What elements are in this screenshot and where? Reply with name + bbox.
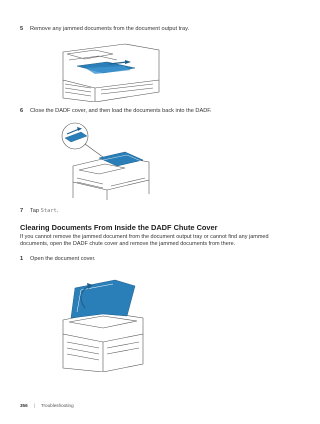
step-number: 6: [20, 108, 24, 114]
open-document-cover-illustration: [55, 272, 150, 372]
dadf-load-documents-illustration: [55, 120, 155, 200]
step-number: 5: [20, 26, 24, 32]
step-text-suffix: .: [56, 208, 59, 214]
section-heading: Clearing Documents From Inside the DADF Chute Cover: [20, 223, 218, 232]
step-5: [20, 26, 280, 33]
start-code: Start: [40, 208, 57, 214]
step-number: 1: [20, 256, 24, 262]
step-1: [20, 256, 280, 263]
section-paragraph: If you cannot remove the jammed document from the document output tray or cannot find any jammed documents, open the DADF chute cover and remove the jammed documents from there.: [20, 234, 269, 248]
page-number: 356: [20, 403, 28, 408]
step-6: [20, 108, 280, 115]
step-7: [20, 208, 280, 215]
step-text: Remove any jammed documents from the document output tray.: [30, 26, 190, 32]
step-text: Close the DADF cover, and then load the documents back into the DADF.: [30, 108, 212, 114]
footer-separator: |: [33, 403, 35, 408]
page-footer: [20, 403, 74, 408]
chapter-name: Troubleshooting: [40, 403, 74, 408]
step-text: Open the document cover.: [30, 256, 96, 262]
step-number: 7: [20, 208, 24, 214]
step-text-prefix: Tap: [30, 208, 41, 214]
printer-output-tray-illustration: [55, 40, 165, 102]
